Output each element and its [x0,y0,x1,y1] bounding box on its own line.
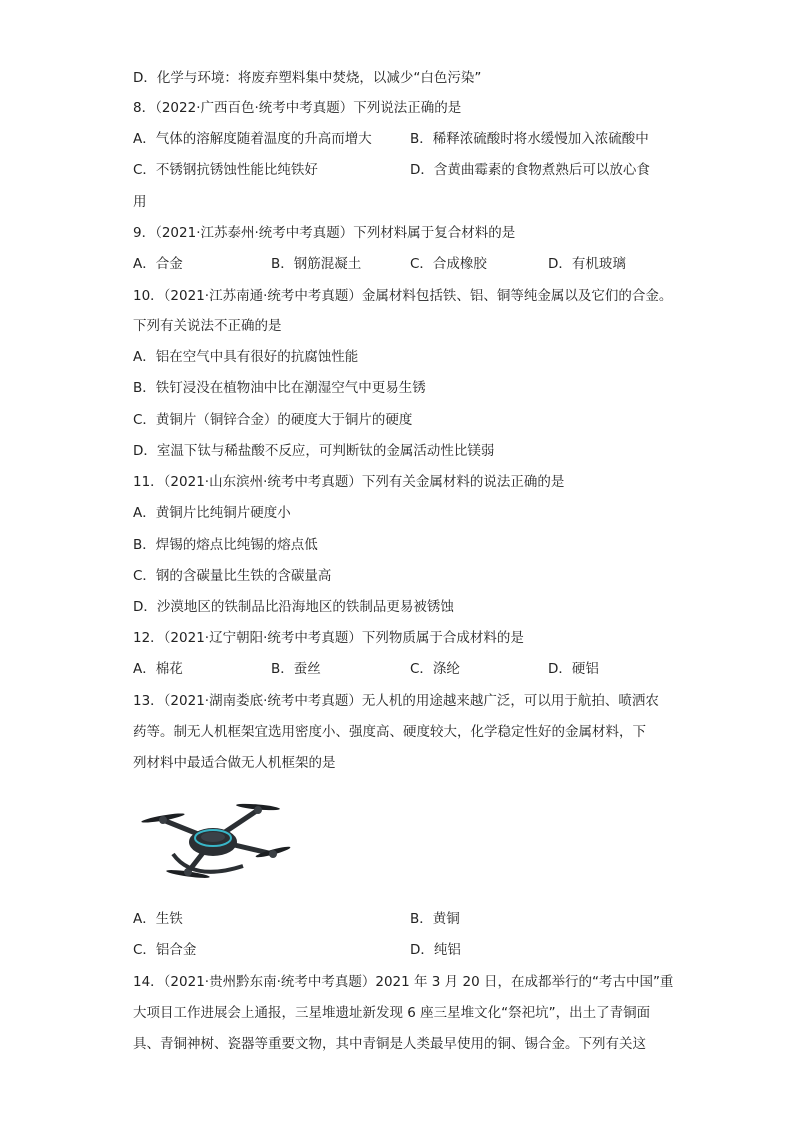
q8-option-b: B．稀释浓硫酸时将水缓慢加入浓硫酸中 [410,131,649,147]
q12-stem: 12．（2021·辽宁朝阳·统考中考真题）下列物质属于合成材料的是 [133,630,524,646]
q14-stem-line3: 具、青铜神树、瓷器等重要文物，其中青铜是人类最早使用的铜、锡合金。下列有关这 [133,1036,646,1052]
q13-stem-line1: 13．（2021·湖南娄底·统考中考真题）无人机的用途越来越广泛，可以用于航拍、喷洒农 [133,693,659,709]
q8-option-d-cont: 用 [133,194,147,210]
q9-option-c: C．合成橡胶 [410,256,487,272]
q10-option-a: A．铝在空气中具有很好的抗腐蚀性能 [133,349,359,365]
q13-option-a: A．生铁 [133,911,183,927]
q8-option-a: A．气体的溶解度随着温度的升高而增大 [133,131,372,147]
q12-option-d: D．硬铝 [548,661,599,677]
q9-option-a: A．合金 [133,256,183,272]
q9-stem: 9．（2021·江苏泰州·统考中考真题）下列材料属于复合材料的是 [133,225,516,241]
q13-option-b: B．黄铜 [410,911,460,927]
q11-option-d: D．沙漠地区的铁制品比沿海地区的铁制品更易被锈蚀 [133,599,454,615]
q9-option-b: B．钢筋混凝土 [271,256,362,272]
q9-option-d: D．有机玻璃 [548,256,626,272]
q11-option-c: C．钢的含碳量比生铁的含碳量高 [133,568,332,584]
q12-option-a: A．棉花 [133,661,183,677]
q8-option-d: D．含黄曲霉素的食物煮熟后可以放心食 [410,162,650,178]
q8-stem: 8．（2022·广西百色·统考中考真题）下列说法正确的是 [133,100,462,116]
q13-stem-line2: 药等。制无人机框架宜选用密度小、强度高、硬度较大，化学稳定性好的金属材料，下 [133,724,646,740]
q10-option-c: C．黄铜片（铜锌合金）的硬度大于铜片的硬度 [133,412,413,428]
q7-option-d: D．化学与环境：将废弃塑料集中焚烧，以减少“白色污染” [133,70,482,86]
q14-stem-line1: 14．（2021·贵州黔东南·统考中考真题）2021 年 3 月 20 日，在成都举行的“考古中国”重 [133,974,674,990]
q14-stem-line2: 大项目工作进展会上通报，三星堆遗址新发现 6 座三星堆文化“祭祀坑”，出土了青铜面 [133,1005,651,1021]
q10-option-b: B．铁钉浸没在植物油中比在潮湿空气中更易生锈 [133,380,426,396]
q10-stem-line2: 下列有关说法不正确的是 [133,318,282,334]
q11-stem: 11．（2021·山东滨州·统考中考真题）下列有关金属材料的说法正确的是 [133,474,565,490]
q13-option-c: C．铝合金 [133,942,197,958]
q12-option-c: C．涤纶 [410,661,460,677]
q13-option-d: D．纯铝 [410,942,461,958]
q13-stem-line3: 列材料中最适合做无人机框架的是 [133,755,336,771]
q11-option-a: A．黄铜片比纯铜片硬度小 [133,505,291,521]
q10-stem-line1: 10．（2021·江苏南通·统考中考真题）金属材料包括铁、铝、铜等纯金属以及它们的合金。 [133,288,673,304]
drone-image [133,792,293,892]
q10-option-d: D．室温下钛与稀盐酸不反应，可判断钛的金属活动性比镁弱 [133,443,495,459]
q11-option-b: B．焊锡的熔点比纯锡的熔点低 [133,537,318,553]
q8-option-c: C．不锈钢抗锈蚀性能比纯铁好 [133,162,318,178]
q12-option-b: B．蚕丝 [271,661,321,677]
